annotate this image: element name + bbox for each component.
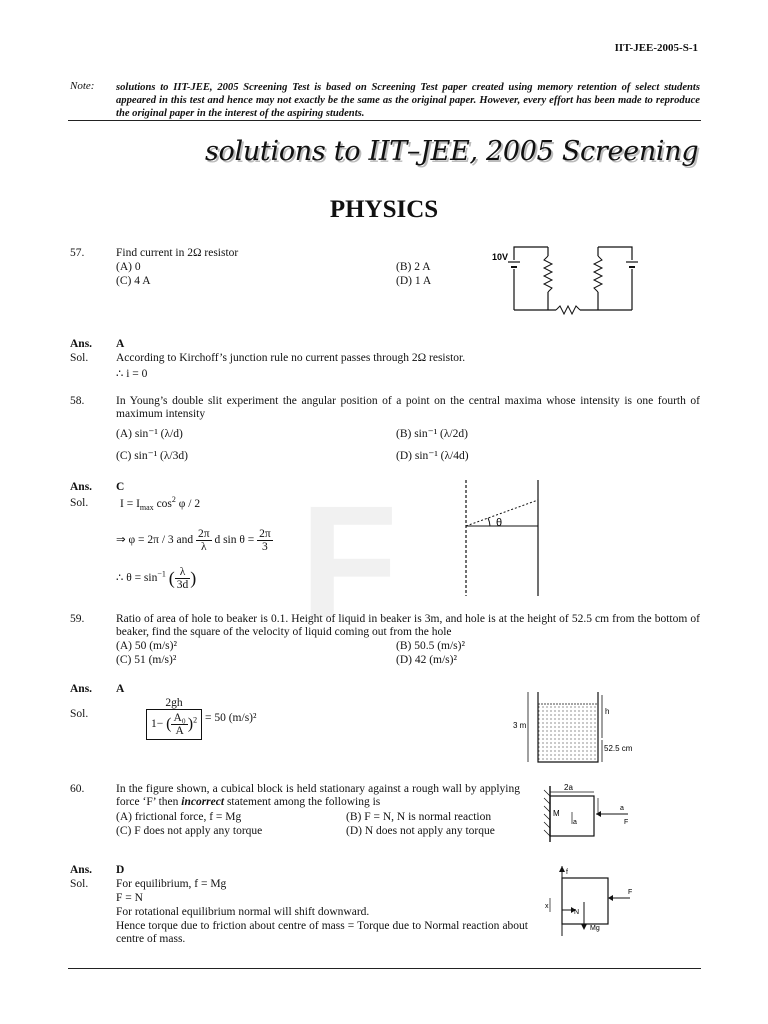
q60-solution-line1: For equilibrium, f = Mg — [116, 878, 227, 890]
q60-solution-line2: F = N — [116, 892, 143, 904]
q60-friction-label: f — [566, 869, 568, 876]
q58-option-c: (C) sin⁻¹ (λ/3d) — [116, 450, 188, 462]
q57-number: 57. — [70, 247, 85, 259]
q57-ans-label: Ans. — [70, 338, 93, 350]
q60-free-body-diagram — [540, 862, 640, 942]
q60-force-label: F — [624, 819, 629, 826]
q58-option-a: (A) sin⁻¹ (λ/d) — [116, 428, 183, 440]
q58-theta-label: θ — [496, 517, 503, 529]
q60-weight-label: Mg — [590, 925, 600, 932]
q60-text: In the figure shown, a cubical block is held stationary against a rough wall by applying force ‘F’ then incorrect statement among the following is — [116, 783, 520, 808]
q59-option-b: (B) 50.5 (m/s)² — [396, 640, 465, 652]
note-text: solutions to IIT-JEE, 2005 Screening Test is based on Screening Test paper created using memory retention of select students appeared in this test and hence may not exactly be the same as the original paper. However, every effort has been made to reproduce the original paper in the interest of the aspiring students. — [116, 82, 700, 119]
header-rule — [68, 120, 701, 121]
q58-text: In Young’s double slit experiment the angular position of a point on the central maxima whose intensity is one fourth of maximum intensity — [116, 395, 700, 420]
q58-answer: C — [116, 481, 125, 493]
q58-solution-eq1: $I = I_{max}$ $\cos^2 \varphi / 2$ — [120, 495, 201, 513]
q59-beaker-diagram — [510, 690, 660, 766]
q58-option-d: (D) sin⁻¹ (λ/4d) — [396, 450, 469, 462]
q60-number: 60. — [70, 783, 85, 795]
q59-text: Ratio of area of hole to beaker is 0.1. Height of liquid in beaker is 3m, and hole is at the height of 52.5 cm from the bottom of beaker, find the square of the velocity of liquid coming out from the hole — [116, 613, 700, 638]
q60-option-c: (C) F does not apply any torque — [116, 825, 263, 837]
q60-option-b: (B) F = N, N is normal reaction — [346, 811, 492, 823]
q57-sol-label: Sol. — [70, 352, 89, 364]
q58-option-b: (B) sin⁻¹ (λ/2d) — [396, 428, 468, 440]
q59-sol-label: Sol. — [70, 708, 89, 720]
q59-option-a: (A) 50 (m/s)² — [116, 640, 177, 652]
q58-slit-diagram — [458, 478, 548, 598]
q60-normal-label: N — [574, 909, 580, 916]
q58-number: 58. — [70, 395, 85, 407]
q60-mass-label: M — [553, 809, 560, 818]
q57-option-a: (A) 0 — [116, 261, 141, 273]
q60-block-diagram — [540, 780, 636, 846]
q60-a-side-label: a — [620, 805, 624, 812]
q59-number: 59. — [70, 613, 85, 625]
q60-option-a: (A) frictional force, f = Mg — [116, 811, 242, 823]
q59-option-c: (C) 51 (m/s)² — [116, 654, 177, 666]
q60-a-label: a — [573, 819, 577, 826]
q60-answer: D — [116, 864, 125, 876]
q60-solution-line3: For rotational equilibrium normal will shift downward. — [116, 906, 370, 918]
q60-shift-label: x — [545, 903, 549, 910]
footer-rule — [68, 968, 701, 969]
q59-answer: A — [116, 683, 125, 695]
q60-solution-line4: Hence torque due to friction about centre of mass = Torque due to Normal reaction about centre of mass. — [116, 920, 528, 945]
q57-option-d: (D) 1 A — [396, 275, 432, 287]
q60-option-d: (D) N does not apply any torque — [346, 825, 495, 837]
q58-ans-label: Ans. — [70, 481, 93, 493]
q59-h-label: h — [605, 707, 610, 716]
q59-ans-label: Ans. — [70, 683, 93, 695]
q60-applied-force-label: F — [628, 889, 633, 896]
q60-side-label: 2a — [564, 783, 573, 792]
q59-height-label: 3 m — [513, 721, 527, 730]
q57-circuit-diagram — [486, 242, 646, 322]
page-code: IIT-JEE-2005-S-1 — [614, 42, 698, 54]
note-label: Note: — [70, 80, 95, 92]
banner-title: solutions to IIT–JEE, 2005 Screening — [205, 136, 699, 167]
q57-solution-line1: According to Kirchoff’s junction rule no current passes through 2Ω resistor. — [116, 352, 466, 364]
q57-text: Find current in 2Ω resistor — [116, 247, 239, 259]
q59-option-d: (D) 42 (m/s)² — [396, 654, 457, 666]
background-watermark: F — [300, 472, 398, 651]
q57-solution-line2: ∴ i = 0 — [116, 368, 148, 380]
q57-battery-label: 10V — [492, 252, 509, 262]
q57-option-b: (B) 2 A — [396, 261, 431, 273]
q58-solution-eq2: ⇒ φ = 2π / 3 and $\frac{2\pi}{\lambda}$ d sin θ = $\frac{2\pi}{3}$ — [116, 528, 271, 553]
q60-sol-label: Sol. — [70, 878, 89, 890]
q57-option-c: (C) 4 A — [116, 275, 151, 287]
q60-ans-label: Ans. — [70, 864, 93, 876]
q59-hole-height-label: 52.5 cm — [604, 744, 633, 753]
q57-answer: A — [116, 338, 125, 350]
q58-sol-label: Sol. — [70, 497, 89, 509]
q58-solution-eq3: ∴ $\theta = \sin^{-1}$ ( $\frac{\lambda}{3d}$ ) — [116, 566, 197, 591]
subject-title: PHYSICS — [329, 196, 439, 223]
q59-solution-eq: 2gh 1− ( $\frac{\text{A₀}}{A}$ )$^2$ = 50 (m/s)² — [146, 697, 256, 740]
